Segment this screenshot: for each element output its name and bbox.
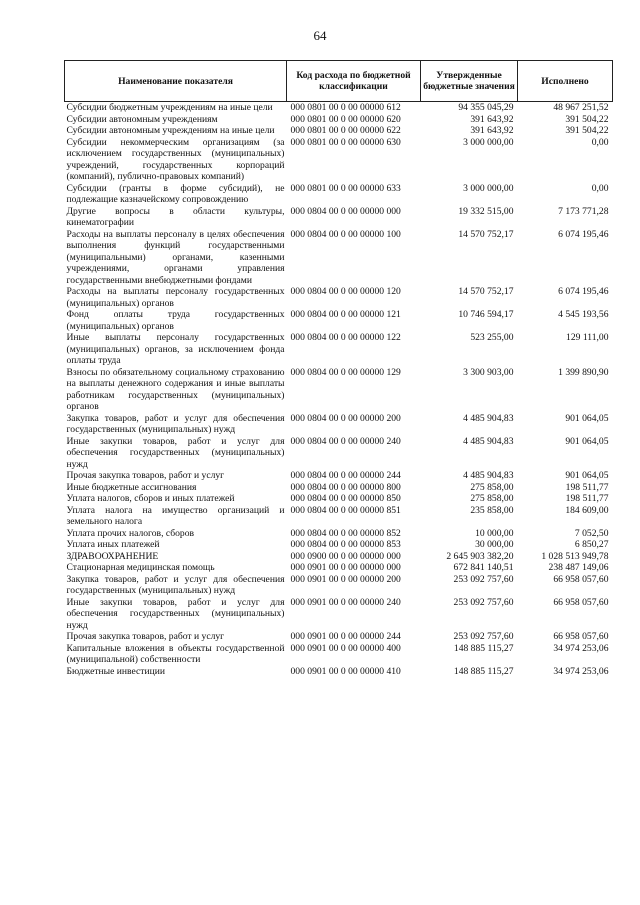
row-executed: 901 064,05	[565, 412, 609, 424]
row-approved: 253 092 757,60	[453, 631, 514, 642]
table-row	[65, 436, 613, 471]
table-row	[65, 367, 613, 413]
table-header	[65, 61, 613, 102]
row-executed: 6 074 195,46	[558, 286, 609, 297]
row-executed: 34 974 253,06	[553, 665, 609, 677]
table-row	[65, 666, 613, 678]
row-code: 000 0801 00 0 00 00000 630	[290, 136, 401, 148]
row-approved: 3 300 903,00	[463, 366, 514, 378]
row-executed: 7 173 771,28	[558, 205, 609, 217]
row-code: 000 0804 00 0 00 00000 200	[290, 412, 401, 424]
row-code: 000 0900 00 0 00 00000 000	[290, 550, 401, 562]
row-approved: 10 746 594,17	[458, 309, 514, 320]
row-code: 000 0804 00 0 00 00000 852	[290, 527, 401, 539]
page-number: 64	[313, 28, 327, 43]
table-row	[65, 643, 613, 666]
row-approved: 4 485 904,83	[463, 435, 514, 447]
row-executed: 66 958 057,60	[553, 573, 609, 585]
header-approved: Утвержденные бюджетные значения	[421, 61, 518, 102]
table-row	[65, 470, 613, 482]
row-executed: 184 609,00	[565, 504, 609, 516]
row-name: Расходы на выплаты персоналу в целях обеспечения выполнения функций государственными (муниципальными) органами, казенными учреждениями, органами управления государственными внебюджетными фондами	[66, 228, 285, 286]
table-row	[65, 206, 613, 229]
row-code: 000 0901 00 0 00 00000 200	[290, 573, 401, 585]
table-row	[65, 114, 613, 126]
row-code: 000 0901 00 0 00 00000 240	[290, 596, 401, 608]
row-executed: 129 111,00	[566, 332, 609, 343]
row-name: Закупка товаров, работ и услуг для обеспечения государственных (муниципальных) нужд	[66, 573, 285, 596]
row-executed: 198 511,77	[565, 481, 609, 493]
table-row	[65, 413, 613, 436]
row-name: Субсидии некоммерческим организациям (за исключением государственных (муниципальных) учреждений, государственных корпораций (компаний), публично-правовых компаний)	[66, 136, 285, 182]
table-row	[65, 574, 613, 597]
row-name: Прочая закупка товаров, работ и услуг	[66, 470, 225, 481]
header-name: Наименование показателя	[65, 61, 287, 102]
header-executed: Исполнено	[518, 61, 613, 102]
table-row	[65, 229, 613, 287]
row-approved: 30 000,00	[475, 539, 514, 550]
row-name: Бюджетные инвестиции	[66, 665, 165, 677]
row-approved: 4 485 904,83	[463, 470, 514, 481]
row-executed: 901 064,05	[565, 470, 609, 481]
row-approved: 275 858,00	[470, 481, 514, 493]
row-code: 000 0804 00 0 00 00000 120	[290, 286, 401, 297]
table-row	[65, 137, 613, 183]
row-name: Другие вопросы в области культуры, кинематографии	[66, 205, 285, 228]
table-row	[65, 562, 613, 574]
row-executed: 6 074 195,46	[558, 228, 609, 240]
table-row	[65, 309, 613, 332]
row-executed: 901 064,05	[565, 435, 609, 447]
row-name: Субсидии автономным учреждениям на иные цели	[66, 125, 275, 136]
row-name: Уплата налогов, сборов и иных платежей	[66, 493, 235, 504]
row-approved: 4 485 904,83	[463, 412, 514, 424]
row-executed: 1 399 890,90	[558, 366, 609, 378]
row-approved: 275 858,00	[470, 493, 514, 504]
row-code: 000 0801 00 0 00 00000 620	[290, 113, 401, 125]
row-code: 000 0804 00 0 00 00000 850	[290, 493, 401, 504]
row-code: 000 0801 00 0 00 00000 612	[290, 102, 401, 113]
row-code: 000 0804 00 0 00 00000 100	[290, 228, 401, 240]
row-approved: 235 858,00	[470, 504, 514, 516]
row-approved: 253 092 757,60	[453, 596, 514, 608]
row-code: 000 0804 00 0 00 00000 244	[290, 470, 401, 481]
row-approved: 253 092 757,60	[453, 573, 514, 585]
table-row	[65, 286, 613, 309]
row-executed: 6 850,27	[574, 539, 609, 550]
header-code: Код расхода по бюджетной классификации	[287, 61, 421, 102]
row-approved: 391 643,92	[470, 125, 514, 136]
row-name: Стационарная медицинская помощь	[66, 562, 215, 573]
row-executed: 0,00	[591, 136, 609, 148]
row-code: 000 0804 00 0 00 00000 853	[290, 539, 401, 550]
row-executed: 66 958 057,60	[553, 596, 609, 608]
row-name: Иные закупки товаров, работ и услуг для обеспечения государственных (муниципальных) нужд	[66, 596, 285, 631]
row-code: 000 0901 00 0 00 00000 244	[290, 631, 401, 642]
table-row	[65, 528, 613, 540]
budget-table	[64, 60, 613, 677]
row-executed: 391 504,22	[565, 125, 609, 136]
row-name: Уплата прочих налогов, сборов	[66, 527, 195, 539]
row-executed: 0,00	[591, 182, 609, 194]
table-row	[65, 493, 613, 505]
row-executed: 4 545 193,56	[558, 309, 609, 320]
row-code: 000 0804 00 0 00 00000 122	[290, 332, 401, 343]
row-code: 000 0801 00 0 00 00000 633	[290, 182, 401, 194]
table-row	[65, 482, 613, 494]
table-row	[65, 183, 613, 206]
row-name: Прочая закупка товаров, работ и услуг	[66, 631, 225, 642]
row-approved: 148 885 115,27	[453, 642, 514, 654]
row-approved: 94 355 045,29	[458, 102, 514, 113]
row-approved: 148 885 115,27	[453, 665, 514, 677]
row-executed: 48 967 251,52	[553, 102, 609, 113]
table-row	[65, 551, 613, 563]
row-approved: 10 000,00	[475, 527, 514, 539]
row-code: 000 0801 00 0 00 00000 622	[290, 125, 401, 136]
row-name: Уплата иных платежей	[66, 539, 160, 550]
row-code: 000 0804 00 0 00 00000 851	[290, 504, 401, 516]
row-executed: 66 958 057,60	[553, 631, 609, 642]
table-row	[65, 505, 613, 528]
row-code: 000 0901 00 0 00 00000 410	[290, 665, 401, 677]
row-approved: 14 570 752,17	[458, 286, 514, 297]
row-name: Иные закупки товаров, работ и услуг для обеспечения государственных (муниципальных) нужд	[66, 435, 285, 470]
row-approved: 2 645 903 382,20	[446, 550, 514, 562]
row-approved: 523 255,00	[470, 332, 514, 343]
row-name: Иные выплаты персоналу государственных (муниципальных) органов, за исключением фонда оплаты труда	[66, 332, 285, 366]
table-row	[65, 102, 613, 114]
table-row	[65, 332, 613, 367]
table-body	[65, 102, 613, 678]
row-approved: 14 570 752,17	[458, 228, 514, 240]
row-name: Фонд оплаты труда государственных (муниципальных) органов	[66, 309, 285, 332]
row-code: 000 0901 00 0 00 00000 000	[290, 562, 401, 573]
row-name: Расходы на выплаты персоналу государственных (муниципальных) органов	[66, 286, 285, 309]
row-executed: 391 504,22	[565, 113, 609, 125]
row-name: Закупка товаров, работ и услуг для обеспечения государственных (муниципальных) нужд	[66, 412, 285, 435]
row-executed: 198 511,77	[565, 493, 609, 504]
row-code: 000 0804 00 0 00 00000 129	[290, 366, 401, 378]
row-code: 000 0804 00 0 00 00000 121	[290, 309, 401, 320]
row-name: Уплата налога на имущество организаций и земельного налога	[66, 504, 285, 527]
table-row	[65, 125, 613, 137]
row-approved: 3 000 000,00	[463, 136, 514, 148]
row-approved: 19 332 515,00	[458, 205, 514, 217]
row-executed: 238 487 149,06	[548, 562, 609, 573]
row-code: 000 0804 00 0 00 00000 800	[290, 481, 401, 493]
table-row	[65, 631, 613, 643]
row-code: 000 0901 00 0 00 00000 400	[290, 642, 401, 654]
row-approved: 672 841 140,51	[453, 562, 514, 573]
row-approved: 391 643,92	[470, 113, 514, 125]
row-executed: 1 028 513 949,78	[541, 550, 609, 562]
row-name: ЗДРАВООХРАНЕНИЕ	[66, 550, 159, 562]
row-name: Субсидии (гранты в форме субсидий), не подлежащие казначейскому сопровождению	[66, 182, 285, 205]
row-executed: 7 052,50	[574, 527, 609, 539]
row-executed: 34 974 253,06	[553, 642, 609, 654]
table-row	[65, 539, 613, 551]
row-name: Капитальные вложения в объекты государственной (муниципальной) собственности	[66, 642, 285, 665]
row-name: Субсидии бюджетным учреждениям на иные цели	[66, 102, 273, 113]
row-name: Субсидии автономным учреждениям	[66, 113, 218, 125]
row-name: Иные бюджетные ассигнования	[66, 481, 197, 493]
row-code: 000 0804 00 0 00 00000 240	[290, 435, 401, 447]
row-name: Взносы по обязательному социальному страхованию на выплаты денежного содержания и иные выплаты работникам государственных (муниципальных) органов	[66, 366, 285, 412]
row-approved: 3 000 000,00	[463, 182, 514, 194]
table-row	[65, 597, 613, 632]
row-code: 000 0804 00 0 00 00000 000	[290, 205, 401, 217]
